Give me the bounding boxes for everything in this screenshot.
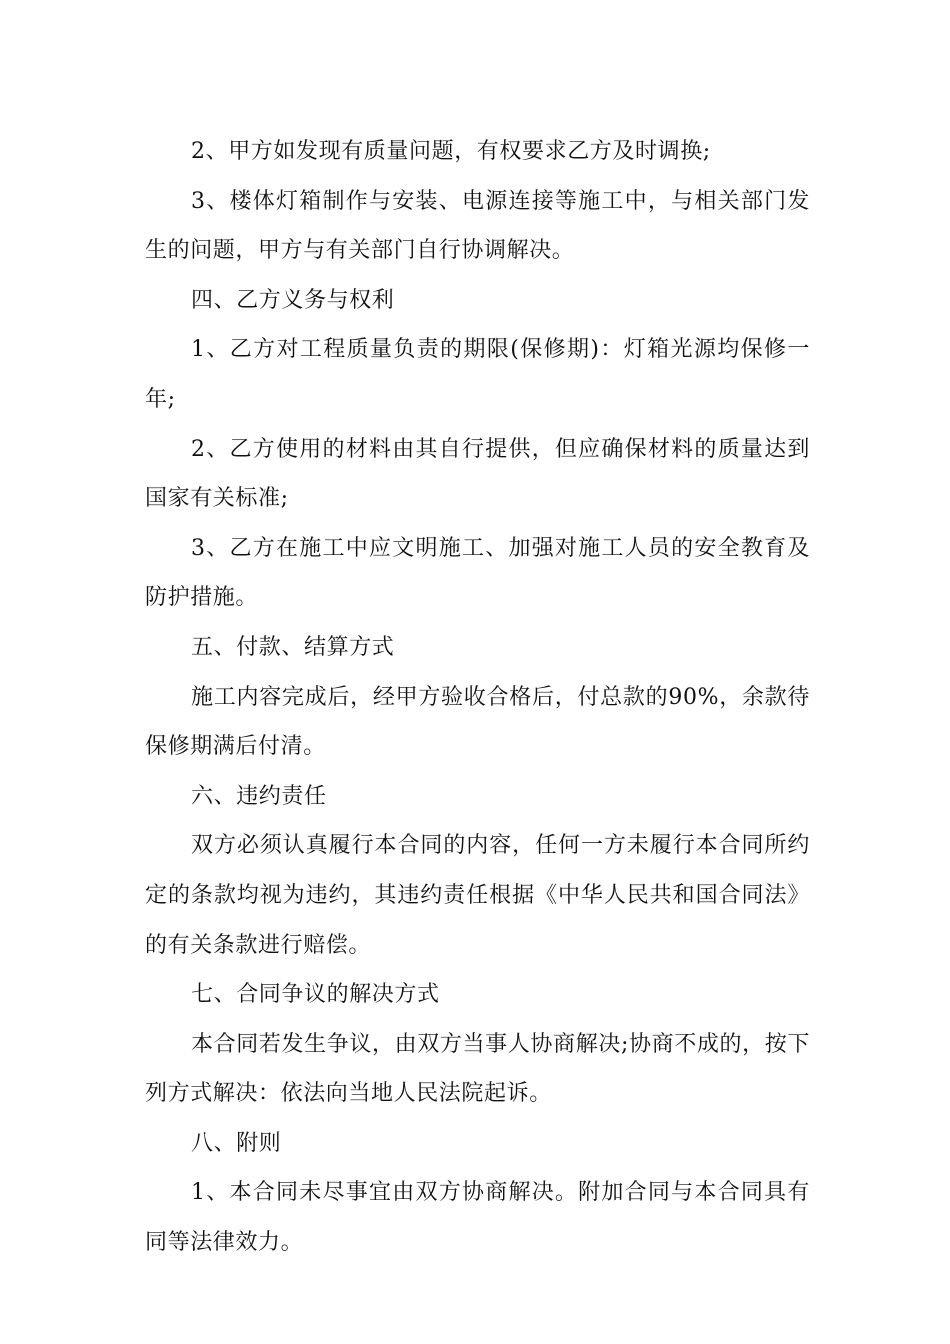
liability-terms: 双方必须认真履行本合同的内容，任何一方未履行本合同所约定的条款均视为违约，其违约责任根据《中华人民共和国合同法》的有关条款进行赔偿。 [145, 833, 810, 958]
payment-terms: 施工内容完成后，经甲方验收合格后，付总款的90%，余款待保修期满后付清。 [145, 684, 810, 760]
supplementary-clause-1: 1、本合同未尽事宜由双方协商解决。附加合同与本合同具有同等法律效力。 [145, 1180, 810, 1256]
section-heading-party-b-obligations: 四、乙方义务与权利 [191, 287, 395, 313]
section-heading-dispute-resolution: 七、合同争议的解决方式 [191, 982, 440, 1008]
clause-3-coordination: 3、楼体灯箱制作与安装、电源连接等施工中，与相关部门发生的问题，甲方与有关部门自行协调解决。 [145, 188, 810, 264]
document-body [145, 127, 810, 1268]
dispute-terms: 本合同若发生争议，由双方当事人协商解决;协商不成的，按下列方式解决：依法向当地人民法院起诉。 [145, 1031, 810, 1107]
section-heading-payment: 五、付款、结算方式 [191, 634, 395, 660]
section-heading-liability: 六、违约责任 [191, 783, 327, 809]
clause-1-warranty-period: 1、乙方对工程质量负责的期限(保修期)：灯箱光源均保修一年; [145, 337, 810, 412]
section-heading-supplementary: 八、附则 [191, 1130, 282, 1156]
clause-3-safety: 3、乙方在施工中应文明施工、加强对施工人员的安全教育及防护措施。 [145, 535, 810, 611]
clause-2-materials: 2、乙方使用的材料由其自行提供，但应确保材料的质量达到国家有关标准; [145, 436, 810, 512]
clause-2-quality-replacement: 2、甲方如发现有质量问题，有权要求乙方及时调换; [191, 139, 711, 164]
